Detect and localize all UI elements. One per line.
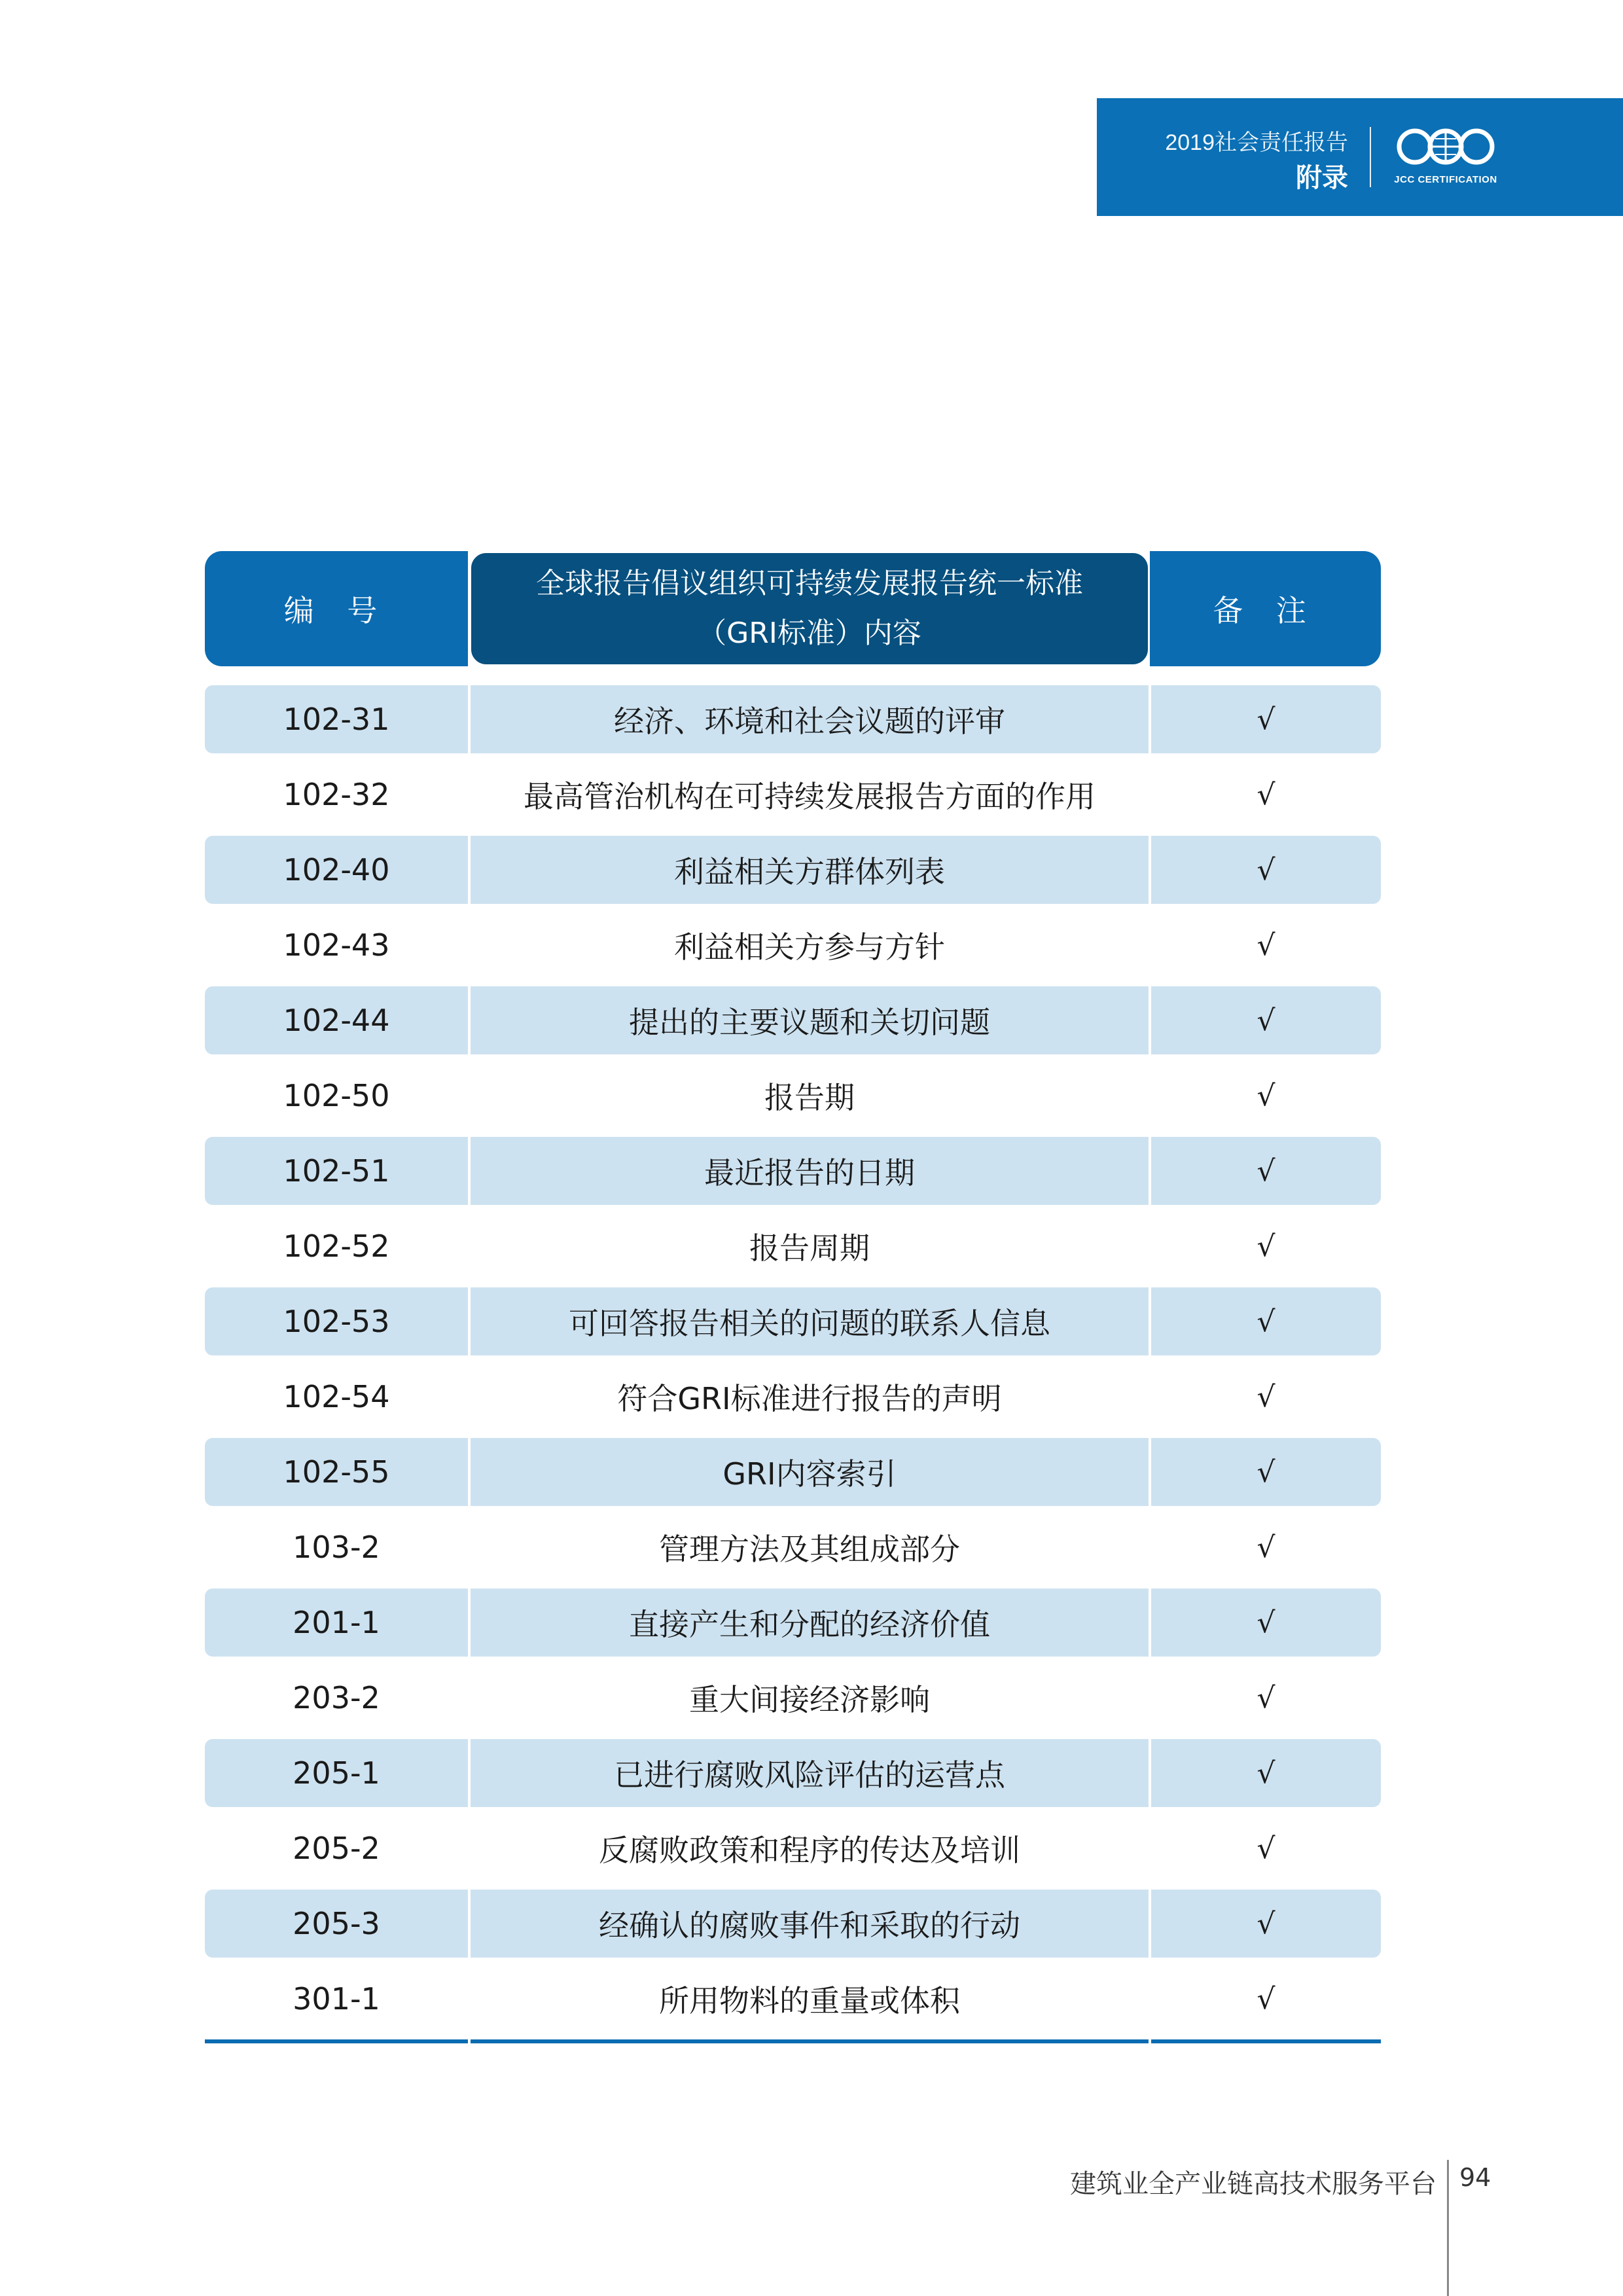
cell-content: 经济、环境和社会议题的评审 <box>471 685 1149 753</box>
cell-content: 符合GRI标准进行报告的声明 <box>617 1381 1002 1416</box>
cell-note: √ <box>1257 1530 1275 1564</box>
cell-code: 102-40 <box>205 836 468 904</box>
cell-note: √ <box>1151 1287 1381 1355</box>
cell-content: 已进行腐败风险评估的运营点 <box>471 1739 1149 1807</box>
table-row <box>205 1209 1381 1284</box>
logo-text: JCC CERTIFICATION <box>1394 174 1497 185</box>
table-bottom-rule <box>205 2039 1381 2043</box>
cell-content: 可回答报告相关的问题的联系人信息 <box>471 1287 1149 1355</box>
report-title: 2019社会责任报告 <box>1165 130 1348 155</box>
cell-code: 205-2 <box>293 1831 380 1866</box>
table-row <box>205 1435 1381 1510</box>
cell-note: √ <box>1257 928 1275 962</box>
cell-note: √ <box>1257 1681 1275 1715</box>
cell-note: √ <box>1151 1739 1381 1807</box>
header-content-line1: 全球报告倡议组织可持续发展报告统一标准 <box>536 567 1083 600</box>
cell-code: 102-51 <box>205 1137 468 1205</box>
table-row <box>205 1510 1381 1585</box>
table-row <box>205 833 1381 908</box>
cell-code: 102-50 <box>283 1078 390 1113</box>
jcc-logo <box>1390 124 1501 190</box>
cell-code: 102-54 <box>283 1379 390 1414</box>
table-row <box>205 908 1381 983</box>
cell-note: √ <box>1151 1890 1381 1958</box>
cell-code: 102-31 <box>205 685 468 753</box>
cell-content: 所用物料的重量或体积 <box>659 1983 960 2018</box>
table-row <box>205 757 1381 833</box>
jcc-rings-logo-icon <box>1390 124 1501 173</box>
gri-index-table <box>205 551 1381 2043</box>
header-note: 备 注 <box>1150 551 1381 666</box>
table-row <box>205 1811 1381 1886</box>
cell-content: 最高管治机构在可持续发展报告方面的作用 <box>524 779 1096 814</box>
header-divider <box>1370 127 1371 187</box>
cell-note: √ <box>1257 1831 1275 1865</box>
cell-content: 报告周期 <box>749 1230 870 1266</box>
section-title: 附录 <box>1296 163 1348 193</box>
cell-note: √ <box>1257 1079 1275 1113</box>
table-row <box>205 682 1381 757</box>
table-row <box>205 1886 1381 1962</box>
cell-code: 102-43 <box>283 927 390 963</box>
cell-note: √ <box>1151 836 1381 904</box>
cell-code: 102-55 <box>205 1438 468 1506</box>
cell-content: 管理方法及其组成部分 <box>659 1532 960 1567</box>
cell-code: 205-3 <box>205 1890 468 1958</box>
cell-code: 201-1 <box>205 1588 468 1657</box>
cell-note: √ <box>1257 1229 1275 1263</box>
table-row <box>205 1660 1381 1736</box>
cell-code: 103-2 <box>293 1530 380 1565</box>
cell-code: 102-53 <box>205 1287 468 1355</box>
footer-platform-name: 建筑业全产业链高技术服务平台 <box>1070 2169 1436 2199</box>
header-code: 编 号 <box>205 551 468 666</box>
table-row <box>205 983 1381 1058</box>
cell-note: √ <box>1151 1438 1381 1506</box>
cell-content: 利益相关方参与方针 <box>674 929 945 965</box>
table-body <box>205 682 1381 2037</box>
footer-divider <box>1447 2160 1449 2296</box>
cell-note: √ <box>1257 1982 1275 2016</box>
page-number: 94 <box>1459 2163 1491 2192</box>
table-row <box>205 1736 1381 1811</box>
table-row <box>205 1134 1381 1209</box>
table-row <box>205 1359 1381 1435</box>
cell-code: 102-52 <box>283 1229 390 1264</box>
cell-content: 反腐败政策和程序的传达及培训 <box>599 1833 1020 1868</box>
cell-code: 102-32 <box>283 777 390 812</box>
cell-content: 利益相关方群体列表 <box>471 836 1149 904</box>
cell-code: 203-2 <box>293 1680 380 1715</box>
cell-content: 直接产生和分配的经济价值 <box>471 1588 1149 1657</box>
cell-content: 提出的主要议题和关切问题 <box>471 986 1149 1054</box>
cell-content: 最近报告的日期 <box>471 1137 1149 1205</box>
cell-code: 205-1 <box>205 1739 468 1807</box>
cell-note: √ <box>1257 1380 1275 1414</box>
cell-code: 102-44 <box>205 986 468 1054</box>
cell-note: √ <box>1151 1588 1381 1657</box>
cell-content: 重大间接经济影响 <box>689 1682 930 1717</box>
cell-note: √ <box>1151 685 1381 753</box>
cell-content: 经确认的腐败事件和采取的行动 <box>471 1890 1149 1958</box>
cell-content: GRI内容索引 <box>471 1438 1149 1506</box>
cell-code: 301-1 <box>293 1981 380 2017</box>
table-row <box>205 1962 1381 2037</box>
header-band <box>1097 98 1623 216</box>
cell-note: √ <box>1257 778 1275 812</box>
cell-content: 报告期 <box>764 1080 855 1115</box>
table-row <box>205 1058 1381 1134</box>
table-row <box>205 1585 1381 1660</box>
header-content-line2: （GRI标准）内容 <box>698 617 921 650</box>
header-content <box>469 551 1150 666</box>
table-row <box>205 1284 1381 1359</box>
cell-note: √ <box>1151 986 1381 1054</box>
table-header <box>205 551 1381 666</box>
cell-note: √ <box>1151 1137 1381 1205</box>
